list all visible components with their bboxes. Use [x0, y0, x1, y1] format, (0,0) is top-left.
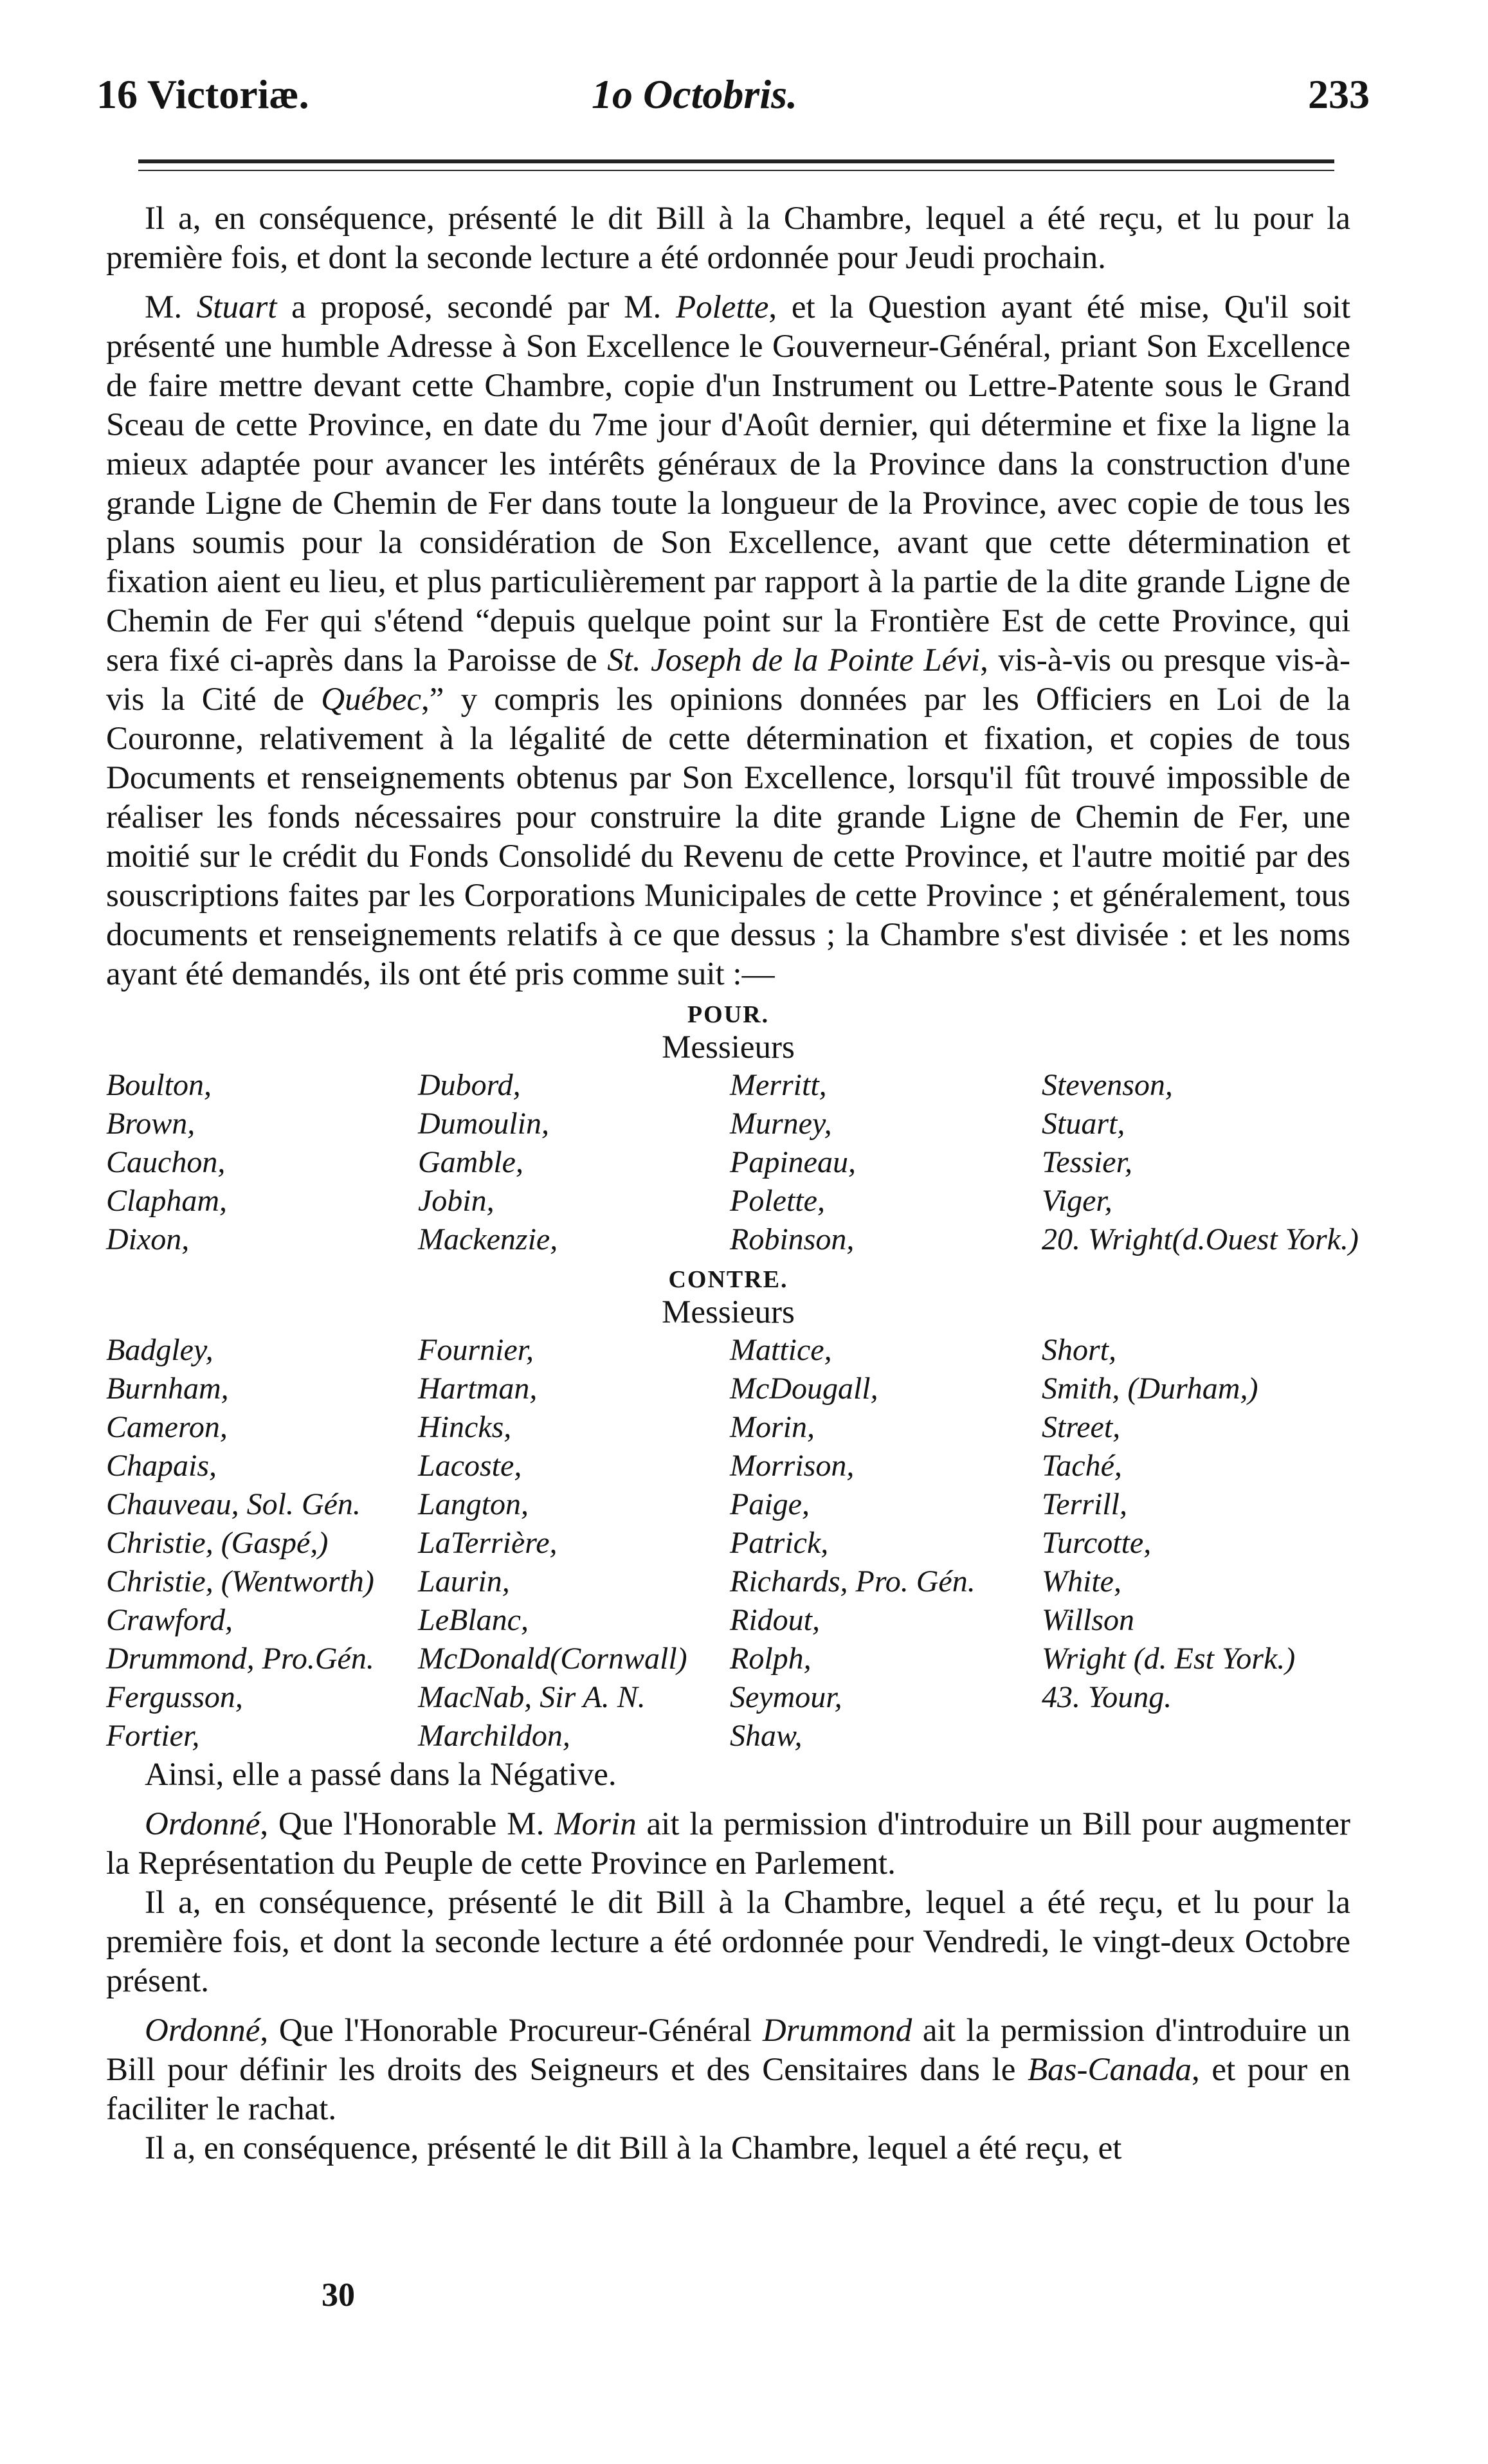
signature-mark: 30	[322, 2277, 355, 2314]
paragraph-negative: Ainsi, elle a passé dans la Négative.	[145, 1757, 617, 1793]
pour-member-name: Mackenzie,	[418, 1222, 558, 1256]
contre-heading: CONTRE.	[668, 1266, 788, 1293]
page-number: 233	[1308, 71, 1370, 117]
contre-member-name: Mattice,	[730, 1333, 832, 1367]
contre-member-name: Badgley,	[106, 1333, 213, 1367]
paragraph-order-drummond: Ordonné, Que l'Honorable Procureur-Général Drummond ait la permission d'introduire un Bill pour définir les droits des Seigneurs et des Censitaires dans le Bas-Canada, et pour en faciliter le rachat.	[106, 2013, 1350, 2127]
contre-member-name: Wright (d. Est York.)	[1042, 1642, 1296, 1676]
contre-member-name: Morrison,	[730, 1449, 855, 1483]
paragraph-drummond-reading: Il a, en conséquence, présenté le dit Bill à la Chambre, lequel a été reçu, et	[145, 2130, 1122, 2166]
header-date: 1o Octobris.	[592, 71, 797, 117]
contre-member-name: MacNab, Sir A. N.	[418, 1680, 646, 1714]
paragraph-order-morin: Ordonné, Que l'Honorable M. Morin ait la permission d'introduire un Bill pour augmenter la Représentation du Peuple de cette Province en Parlement.	[106, 1806, 1350, 1881]
contre-member-name: Taché,	[1042, 1449, 1122, 1483]
contre-member-name: Terrill,	[1042, 1487, 1127, 1521]
contre-member-name: LeBlanc,	[418, 1603, 529, 1637]
contre-member-name: Seymour,	[730, 1680, 842, 1714]
contre-messieurs: Messieurs	[662, 1294, 795, 1330]
pour-member-name: Robinson,	[730, 1222, 855, 1256]
pour-member-name: Papineau,	[730, 1145, 856, 1179]
header-rule-thick	[138, 159, 1334, 163]
pour-member-name: Dubord,	[418, 1068, 521, 1102]
contre-member-name: 43. Young.	[1042, 1680, 1172, 1714]
pour-member-name: Viger,	[1042, 1184, 1112, 1218]
contre-member-name	[1042, 1717, 1350, 1755]
contre-member-name: McDougall,	[730, 1372, 878, 1406]
contre-member-name: Morin,	[730, 1410, 815, 1444]
pour-member-name: Cauchon,	[106, 1145, 226, 1179]
contre-member-name: Street,	[1042, 1410, 1121, 1444]
contre-member-name: Willson	[1042, 1603, 1135, 1637]
pour-member-name: Stevenson,	[1042, 1068, 1173, 1102]
contre-member-name: Patrick,	[730, 1526, 829, 1560]
contre-member-name: LaTerrière,	[418, 1526, 558, 1560]
contre-member-name: Shaw,	[730, 1719, 803, 1753]
header-rule-thin	[138, 170, 1334, 171]
paragraph-first-reading: Il a, en conséquence, présenté le dit Bill à la Chambre, lequel a été reçu, et lu pour la première fois, et dont la seconde lecture a été ordonnée pour Jeudi prochain.	[106, 201, 1350, 276]
contre-member-name: Smith, (Durham,)	[1042, 1372, 1258, 1406]
contre-member-name: White,	[1042, 1564, 1121, 1599]
contre-member-name: Laurin,	[418, 1564, 510, 1599]
page-header	[96, 71, 1370, 129]
contre-member-name: Drummond, Pro.Gén.	[106, 1642, 374, 1676]
contre-member-name: Ridout,	[730, 1603, 820, 1637]
pour-member-name: Brown,	[106, 1107, 195, 1141]
pour-member-name: Stuart,	[1042, 1107, 1125, 1141]
contre-member-name: Chapais,	[106, 1449, 217, 1483]
contre-member-name: Hincks,	[418, 1410, 512, 1444]
contre-member-name: Crawford,	[106, 1603, 233, 1637]
contre-member-name: Cameron,	[106, 1410, 228, 1444]
pour-member-name: Gamble,	[418, 1145, 523, 1179]
paragraph-morin-reading: Il a, en conséquence, présenté le dit Bill à la Chambre, lequel a été reçu, et lu pour la première fois, et dont la seconde lecture a été ordonnée pour Vendredi, le vingt-deux Octobre présent.	[106, 1885, 1350, 1999]
pour-member-name: Tessier,	[1042, 1145, 1132, 1179]
contre-member-name: Short,	[1042, 1333, 1117, 1367]
pour-name-list	[106, 1066, 1359, 1259]
contre-member-name: Christie, (Wentworth)	[106, 1564, 374, 1599]
contre-member-name: Rolph,	[730, 1642, 812, 1676]
contre-member-name: Fortier,	[106, 1719, 200, 1753]
contre-member-name: Fergusson,	[106, 1680, 243, 1714]
contre-member-name: Burnham,	[106, 1372, 229, 1406]
pour-member-name: Dumoulin,	[418, 1107, 549, 1141]
header-session: 16 Victoriæ.	[96, 71, 309, 117]
contre-member-name: Hartman,	[418, 1372, 538, 1406]
contre-member-name: Langton,	[418, 1487, 529, 1521]
pour-member-name: Polette,	[730, 1184, 825, 1218]
pour-member-name: Dixon,	[106, 1222, 190, 1256]
contre-member-name: Lacoste,	[418, 1449, 522, 1483]
contre-member-name: Marchildon,	[418, 1719, 570, 1753]
pour-member-name: Murney,	[730, 1107, 832, 1141]
pour-member-name: 20. Wright(d.Ouest York.)	[1042, 1222, 1359, 1256]
paragraph-motion-stuart: M. Stuart a proposé, secondé par M. Polette, et la Question ayant été mise, Qu'il soit présenté une humble Adresse à Son Excellence le Gouverneur-Général, priant Son Excellence de faire mettre devant cette Chambre, copie d'un Instrument ou Lettre-Patente sous le Grand Sceau de cette Province, en date du 7me jour d'Août dernier, qui détermine et fixe la ligne la mieux adaptée pour avancer les intérêts généraux de la Province dans la construction d'une grande Ligne de Chemin de Fer dans toute la longueur de la Province, avec copie de tous les plans soumis pour la considération de Son Excellence, avant que cette détermination et fixation aient eu lieu, et plus particulièrement par rapport à la partie de la dite grande Ligne de Chemin de Fer qui s'étend “depuis quelque point sur la Frontière Est de cette Province, qui sera fixé ci-après dans la Paroisse de St. Joseph de la Pointe Lévi, vis-à-vis ou presque vis-à-vis la Cité de Québec,” y compris les opinions données par les Officiers en Loi de la Couronne, relativement à la légalité de cette détermination et fixation, et copies de tous Documents et renseignements obtenus par Son Excellence, lorsqu'il fût trouvé impossible de réaliser les fonds nécessaires pour construire la dite grande Ligne de Chemin de Fer, une moitié sur le crédit du Fonds Consolidé du Revenu de cette Province, et l'autre moitié par des souscriptions faites par les Corporations Municipales de cette Province ; et généralement, tous documents et renseignements relatifs à ce que dessus ; la Chambre s'est divisée : et les noms ayant été demandés, ils ont été pris comme suit :—	[106, 289, 1350, 992]
pour-member-name: Jobin,	[418, 1184, 494, 1218]
contre-member-name: McDonald(Cornwall)	[418, 1642, 687, 1676]
contre-member-name: Chauveau, Sol. Gén.	[106, 1487, 361, 1521]
contre-member-name: Fournier,	[418, 1333, 534, 1367]
contre-member-name: Paige,	[730, 1487, 810, 1521]
pour-member-name: Boulton,	[106, 1068, 212, 1102]
contre-member-name: Richards, Pro. Gén.	[730, 1564, 975, 1599]
pour-member-name: Merritt,	[730, 1068, 827, 1102]
pour-member-name: Clapham,	[106, 1184, 228, 1218]
contre-name-list	[106, 1331, 1350, 1755]
page-body	[106, 199, 1359, 2168]
pour-messieurs: Messieurs	[662, 1029, 795, 1065]
pour-heading: POUR.	[687, 1001, 770, 1028]
contre-member-name: Turcotte,	[1042, 1526, 1152, 1560]
contre-member-name: Christie, (Gaspé,)	[106, 1526, 329, 1560]
